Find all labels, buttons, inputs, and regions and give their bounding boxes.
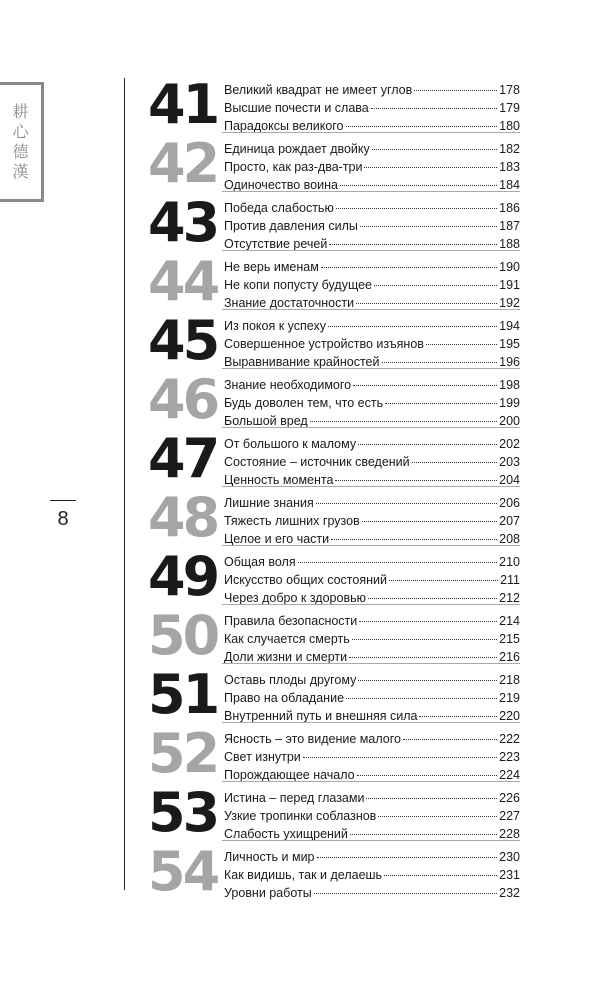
chapter-group	[140, 781, 520, 845]
entry-page-number: 191	[499, 278, 520, 292]
entry-page-number: 210	[499, 555, 520, 569]
entry-title: Выравнивание крайностей	[224, 355, 380, 369]
toc-entry[interactable]	[224, 553, 520, 571]
entry-page-number: 180	[499, 119, 520, 133]
entry-page-number: 184	[499, 178, 520, 192]
entry-page-number: 211	[500, 573, 520, 587]
entry-title: Искусство общих состояний	[224, 573, 387, 587]
dot-leader	[310, 421, 497, 422]
dot-leader	[389, 580, 498, 581]
toc-entry[interactable]	[224, 99, 520, 117]
entry-page-number: 220	[499, 709, 520, 723]
entry-title: Знание необходимого	[224, 378, 352, 392]
entry-title: Право на обладание	[224, 691, 345, 705]
dot-leader	[350, 834, 497, 835]
dot-leader	[329, 244, 497, 245]
entry-title: Большой вред	[224, 414, 308, 428]
entry-title: Из покоя к успеху	[224, 319, 326, 333]
toc-entry[interactable]	[224, 317, 520, 335]
entry-page-number: 208	[499, 532, 520, 546]
entry-title: Лишние знания	[224, 496, 314, 510]
entry-page-number: 192	[499, 296, 520, 310]
toc-entry[interactable]	[224, 689, 520, 707]
chapter-number: 49	[148, 545, 218, 608]
chapter-group	[140, 309, 520, 373]
entry-page-number: 223	[499, 750, 520, 764]
entry-title: Состояние – источник сведений	[224, 455, 410, 469]
dot-leader	[314, 893, 497, 894]
dot-leader	[352, 639, 497, 640]
entry-page-number: 198	[499, 378, 520, 392]
entry-title: Победа слабостью	[224, 201, 334, 215]
chapter-entries	[224, 199, 520, 253]
chapter-number: 45	[148, 309, 218, 372]
dot-leader	[298, 562, 498, 563]
chapter-entries	[224, 553, 520, 607]
entry-title: Отсутствие речей	[224, 237, 328, 251]
toc-entry[interactable]	[224, 376, 520, 394]
dot-leader	[317, 857, 498, 858]
chapter-group	[140, 73, 520, 137]
toc-entry[interactable]	[224, 884, 520, 902]
dot-leader	[371, 108, 497, 109]
chapter-group	[140, 427, 520, 491]
toc-entry[interactable]	[224, 217, 520, 235]
entry-title: Целое и его части	[224, 532, 330, 546]
entry-title: Оставь плоды другому	[224, 673, 357, 687]
chapter-group	[140, 486, 520, 550]
chapter-group	[140, 663, 520, 727]
dot-leader	[331, 539, 497, 540]
dot-leader	[357, 775, 498, 776]
entry-page-number: 227	[499, 809, 520, 823]
dot-leader	[364, 167, 497, 168]
page-number: 8	[57, 508, 69, 530]
entry-page-number: 202	[499, 437, 520, 451]
entry-page-number: 224	[499, 768, 520, 782]
dot-leader	[303, 757, 497, 758]
entry-page-number: 200	[499, 414, 520, 428]
entry-title: Как видишь, так и делаешь	[224, 868, 383, 882]
page-number-rule	[50, 500, 76, 501]
chapter-entries	[224, 140, 520, 194]
dot-leader	[403, 739, 497, 740]
toc-entry[interactable]	[224, 435, 520, 453]
entry-title: Не верь именам	[224, 260, 319, 274]
dot-leader	[368, 598, 497, 599]
entry-page-number: 214	[499, 614, 520, 628]
toc-entry[interactable]	[224, 866, 520, 884]
toc-entry[interactable]	[224, 453, 520, 471]
dot-leader	[382, 362, 498, 363]
chapter-group	[140, 250, 520, 314]
chapter-group	[140, 132, 520, 196]
toc-entry[interactable]	[224, 276, 520, 294]
dot-leader	[328, 326, 497, 327]
entry-title: Будь доволен тем, что есть	[224, 396, 384, 410]
chapter-entries	[224, 730, 520, 784]
entry-page-number: 207	[499, 514, 520, 528]
toc-entry[interactable]	[224, 848, 520, 866]
dot-leader	[385, 403, 497, 404]
chapter-entries	[224, 81, 520, 135]
entry-page-number: 182	[499, 142, 520, 156]
chapter-number: 48	[148, 486, 218, 549]
chapter-group	[140, 604, 520, 668]
chapter-entries	[224, 848, 520, 902]
entry-title: Просто, как раз-два-три	[224, 160, 363, 174]
dot-leader	[378, 816, 497, 817]
toc-entry[interactable]	[224, 158, 520, 176]
dot-leader	[419, 716, 497, 717]
entry-title: Через добро к здоровью	[224, 591, 366, 605]
entry-title: Правила безопасности	[224, 614, 358, 628]
chapter-entries	[224, 494, 520, 548]
table-of-contents	[140, 73, 520, 904]
chapter-number: 54	[148, 840, 218, 903]
entry-title: Ясность – это видение малого	[224, 732, 401, 746]
chapter-group	[140, 722, 520, 786]
entry-page-number: 212	[499, 591, 520, 605]
entry-title: Слабость ухищрений	[224, 827, 348, 841]
toc-entry[interactable]	[224, 140, 520, 158]
dot-leader	[412, 462, 497, 463]
entry-page-number: 196	[499, 355, 520, 369]
dot-leader	[346, 126, 498, 127]
chapter-entries	[224, 671, 520, 725]
entry-page-number: 219	[499, 691, 520, 705]
dot-leader	[426, 344, 497, 345]
entry-page-number: 218	[499, 673, 520, 687]
entry-page-number: 183	[499, 160, 520, 174]
seal-glyph: 漢	[12, 162, 29, 181]
entry-page-number: 179	[499, 101, 520, 115]
entry-page-number: 199	[499, 396, 520, 410]
entry-page-number: 186	[499, 201, 520, 215]
entry-title: Против давления силы	[224, 219, 358, 233]
entry-title: Парадоксы великого	[224, 119, 344, 133]
entry-page-number: 228	[499, 827, 520, 841]
toc-entry[interactable]	[224, 612, 520, 630]
seal-glyph: 心	[12, 122, 29, 141]
entry-title: Общая воля	[224, 555, 296, 569]
toc-divider-line	[124, 78, 125, 890]
entry-title: От большого к малому	[224, 437, 357, 451]
entry-page-number: 178	[499, 83, 520, 97]
chapter-group	[140, 545, 520, 609]
dot-leader	[362, 521, 497, 522]
toc-entry[interactable]	[224, 258, 520, 276]
dot-leader	[372, 149, 497, 150]
entry-page-number: 187	[499, 219, 520, 233]
dot-leader	[358, 444, 497, 445]
entry-title: Великий квадрат не имеет углов	[224, 83, 413, 97]
entry-page-number: 194	[499, 319, 520, 333]
entry-title: Как случается смерть	[224, 632, 350, 646]
seal-glyph: 耕	[12, 102, 29, 121]
toc-entry[interactable]	[224, 571, 520, 589]
entry-title: Свет изнутри	[224, 750, 301, 764]
entry-page-number: 190	[499, 260, 520, 274]
chapter-group	[140, 368, 520, 432]
chapter-number: 41	[148, 73, 218, 136]
dot-leader	[349, 657, 497, 658]
dot-leader	[340, 185, 497, 186]
toc-entry[interactable]	[224, 494, 520, 512]
dot-leader	[316, 503, 497, 504]
entry-title: Тяжесть лишних грузов	[224, 514, 360, 528]
chapter-number: 42	[148, 132, 218, 195]
entry-title: Узкие тропинки соблазнов	[224, 809, 377, 823]
chapter-entries	[224, 789, 520, 843]
entry-title: Высшие почести и слава	[224, 101, 369, 115]
dot-leader	[321, 267, 497, 268]
dot-leader	[346, 698, 497, 699]
chapter-number: 43	[148, 191, 218, 254]
dot-leader	[358, 680, 497, 681]
chapter-entries	[224, 435, 520, 489]
toc-entry[interactable]	[224, 630, 520, 648]
entry-title: Внутренний путь и внешняя сила	[224, 709, 418, 723]
entry-title: Единица рождает двойку	[224, 142, 370, 156]
chapter-group	[140, 191, 520, 255]
entry-title: Уровни работы	[224, 886, 312, 900]
entry-title: Ценность момента	[224, 473, 334, 487]
entry-title: Порождающее начало	[224, 768, 355, 782]
entry-page-number: 203	[499, 455, 520, 469]
entry-page-number: 216	[499, 650, 520, 664]
dot-leader	[414, 90, 497, 91]
toc-entry[interactable]	[224, 335, 520, 353]
entry-page-number: 215	[499, 632, 520, 646]
chapter-number: 44	[148, 250, 218, 313]
entry-page-number: 226	[499, 791, 520, 805]
toc-entry[interactable]	[224, 807, 520, 825]
entry-title: Личность и мир	[224, 850, 315, 864]
dot-leader	[335, 480, 497, 481]
entry-title: Совершенное устройство изъянов	[224, 337, 424, 351]
entry-title: Знание достаточности	[224, 296, 355, 310]
entry-page-number: 222	[499, 732, 520, 746]
entry-page-number: 206	[499, 496, 520, 510]
entry-page-number: 204	[499, 473, 520, 487]
entry-page-number: 188	[499, 237, 520, 251]
dot-leader	[360, 226, 497, 227]
chapter-number: 51	[148, 663, 218, 726]
dot-leader	[336, 208, 497, 209]
toc-entry[interactable]	[224, 394, 520, 412]
entry-page-number: 195	[499, 337, 520, 351]
chapter-number: 53	[148, 781, 218, 844]
entry-title: Доли жизни и смерти	[224, 650, 348, 664]
toc-entry[interactable]	[224, 789, 520, 807]
chapter-entries	[224, 317, 520, 371]
chapter-group	[140, 840, 520, 904]
chapter-number: 50	[148, 604, 218, 667]
dot-leader	[353, 385, 497, 386]
chapter-number: 47	[148, 427, 218, 490]
toc-entry[interactable]	[224, 671, 520, 689]
entry-page-number: 232	[499, 886, 520, 900]
toc-entry[interactable]	[224, 81, 520, 99]
toc-entry[interactable]	[224, 199, 520, 217]
dot-leader	[374, 285, 497, 286]
toc-entry[interactable]	[224, 748, 520, 766]
chapter-number: 46	[148, 368, 218, 431]
dot-leader	[384, 875, 497, 876]
toc-entry[interactable]	[224, 730, 520, 748]
dot-leader	[359, 621, 497, 622]
seal-stamp	[0, 82, 44, 202]
entry-title: Не копи попусту будущее	[224, 278, 372, 292]
chapter-entries	[224, 258, 520, 312]
chapter-number: 52	[148, 722, 218, 785]
entry-title: Истина – перед глазами	[224, 791, 365, 805]
entry-title: Одиночество воина	[224, 178, 338, 192]
entry-page-number: 231	[499, 868, 520, 882]
seal-glyph: 德	[12, 142, 29, 161]
chapter-entries	[224, 612, 520, 666]
toc-entry[interactable]	[224, 512, 520, 530]
dot-leader	[366, 798, 497, 799]
dot-leader	[356, 303, 497, 304]
entry-page-number: 230	[499, 850, 520, 864]
chapter-entries	[224, 376, 520, 430]
